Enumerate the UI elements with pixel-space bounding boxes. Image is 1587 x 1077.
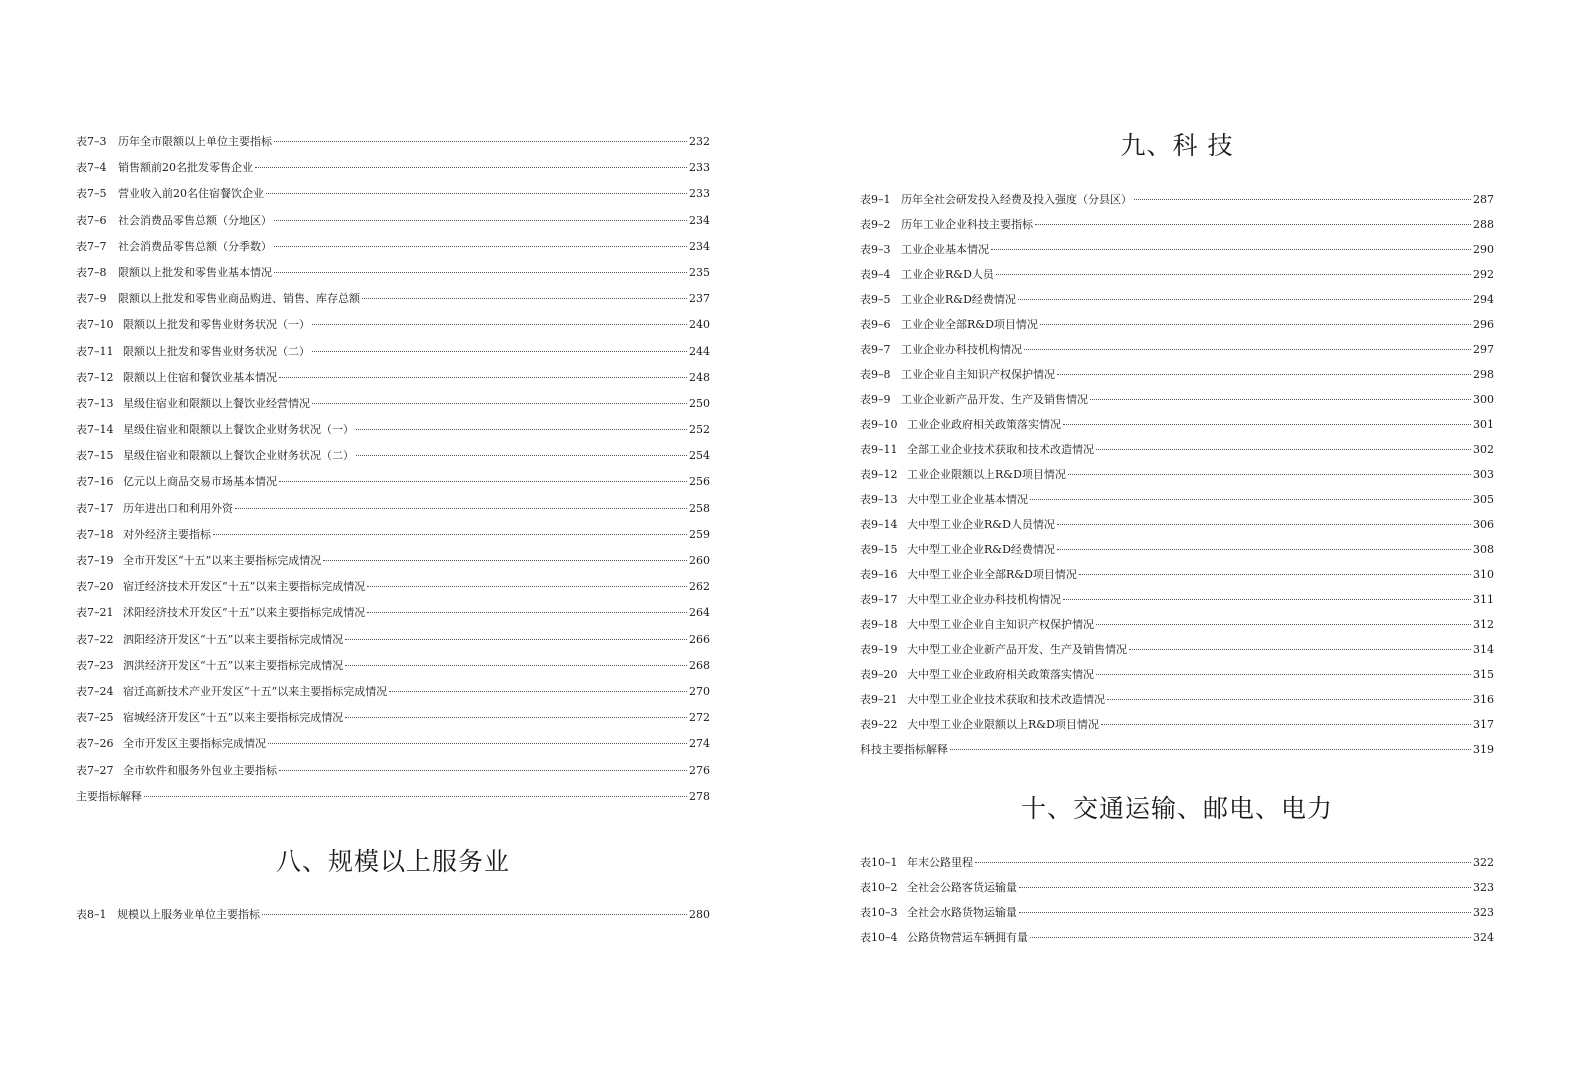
toc-entry[interactable] xyxy=(860,587,1494,612)
entry-title: 泗洪经济开发区“十五”以来主要指标完成情况 xyxy=(123,658,344,672)
page-number: 323 xyxy=(1473,906,1494,919)
dot-leader xyxy=(1079,574,1471,575)
entry-title: 星级住宿业和限额以上餐饮企业财务状况（一） xyxy=(123,423,354,437)
page-number: 266 xyxy=(689,632,710,646)
dot-leader xyxy=(255,167,687,168)
page-number: 298 xyxy=(1473,368,1494,381)
page-number: 324 xyxy=(1473,931,1494,944)
entry-title: 销售额前20名批发零售企业 xyxy=(118,161,253,175)
toc-section-9 xyxy=(860,187,1494,762)
page-number: 314 xyxy=(1473,643,1494,656)
dot-leader xyxy=(1057,524,1471,525)
toc-entry[interactable] xyxy=(76,312,710,338)
dot-leader xyxy=(345,665,687,666)
table-number: 表7–15 xyxy=(76,449,114,463)
table-number: 表9–18 xyxy=(860,618,898,631)
table-number: 表7–13 xyxy=(76,396,114,410)
toc-entry[interactable] xyxy=(860,562,1494,587)
entry-title: 规模以上服务业单位主要指标 xyxy=(117,907,260,921)
dot-leader xyxy=(1134,199,1471,200)
entry-title: 工业企业全部R&D项目情况 xyxy=(901,318,1038,331)
dot-leader xyxy=(1057,549,1471,550)
entry-title: 全部工业企业技术获取和技术改造情况 xyxy=(907,443,1094,456)
dot-leader xyxy=(1040,324,1471,325)
table-number: 表9–2 xyxy=(860,218,891,231)
entry-title: 工业企业限额以上R&D项目情况 xyxy=(907,468,1066,481)
toc-entry[interactable] xyxy=(860,900,1494,925)
page-number: 297 xyxy=(1473,343,1494,356)
entry-title: 大中型工业企业自主知识产权保护情况 xyxy=(907,618,1094,631)
toc-entry[interactable] xyxy=(76,155,710,181)
page-number: 276 xyxy=(689,763,710,777)
section-heading-8: 八、规模以上服务业 xyxy=(275,846,510,876)
page-number: 258 xyxy=(689,501,710,515)
toc-entry[interactable] xyxy=(76,627,710,653)
toc-entry[interactable] xyxy=(860,212,1494,237)
page-number: 290 xyxy=(1473,243,1494,256)
page-number: 252 xyxy=(689,423,710,437)
page-number: 300 xyxy=(1473,393,1494,406)
dot-leader xyxy=(279,770,687,771)
entry-title: 全市开发区“十五”以来主要指标完成情况 xyxy=(123,554,322,567)
page-number: 302 xyxy=(1473,443,1494,456)
dot-leader xyxy=(1063,424,1471,425)
table-number: 表7–4 xyxy=(76,161,107,175)
toc-entry[interactable] xyxy=(860,487,1494,512)
entry-title: 泗阳经济开发区“十五”以来主要指标完成情况 xyxy=(123,632,344,646)
dot-leader xyxy=(1129,649,1471,650)
dot-leader xyxy=(1030,499,1471,500)
page-number: 287 xyxy=(1473,193,1494,206)
table-number: 表10–3 xyxy=(860,906,898,919)
page-number: 232 xyxy=(689,135,710,148)
toc-entry[interactable] xyxy=(76,181,710,207)
toc-section-10 xyxy=(860,850,1494,950)
table-number: 表9–10 xyxy=(860,418,898,431)
dot-leader xyxy=(996,274,1471,275)
table-number: 表9–7 xyxy=(860,343,891,356)
entry-title: 全市开发区主要指标完成情况 xyxy=(123,737,266,751)
dot-leader xyxy=(1063,599,1471,600)
table-number: 表7–18 xyxy=(76,527,114,541)
page-number: 274 xyxy=(689,737,710,751)
page-number: 260 xyxy=(689,554,710,567)
toc-entry[interactable] xyxy=(76,574,710,600)
dot-leader xyxy=(1096,449,1471,450)
entry-title: 亿元以上商品交易市场基本情况 xyxy=(123,475,277,489)
entry-title: 营业收入前20名住宿餐饮企业 xyxy=(118,187,264,201)
table-number: 表9–21 xyxy=(860,693,898,706)
toc-entry[interactable] xyxy=(76,548,710,574)
table-number: 表8–1 xyxy=(76,907,107,921)
dot-leader xyxy=(1101,724,1471,725)
table-number: 表7–23 xyxy=(76,658,114,672)
section-heading-10: 十、交通运输、邮电、电力 xyxy=(1020,794,1333,823)
entry-title: 年末公路里程 xyxy=(907,856,973,869)
page-number: 311 xyxy=(1473,593,1494,606)
toc-entry[interactable] xyxy=(76,391,710,417)
entry-title: 大中型工业企业R&D经费情况 xyxy=(907,543,1055,556)
page-number: 310 xyxy=(1473,568,1494,581)
page-number: 312 xyxy=(1473,618,1494,631)
table-number: 表10–4 xyxy=(860,931,898,944)
entry-title: 社会消费品零售总额（分地区） xyxy=(118,213,272,227)
table-number: 表7–20 xyxy=(76,580,114,594)
entry-title: 公路货物营运车辆拥有量 xyxy=(907,931,1028,944)
page-number: 323 xyxy=(1473,881,1494,894)
toc-entry[interactable] xyxy=(76,522,710,548)
dot-leader xyxy=(1096,674,1471,675)
page-number: 248 xyxy=(689,370,710,384)
table-number: 表7–16 xyxy=(76,475,114,489)
table-number: 表7–26 xyxy=(76,737,114,751)
section-heading-9: 九、科 技 xyxy=(1120,131,1234,160)
page-number: 319 xyxy=(1473,743,1494,756)
page-number: 296 xyxy=(1473,318,1494,331)
table-number: 表7–10 xyxy=(76,318,114,332)
table-number: 表7–12 xyxy=(76,370,114,384)
page-number: 305 xyxy=(1473,493,1494,506)
table-number: 表7–24 xyxy=(76,684,114,698)
dot-leader xyxy=(274,141,687,142)
entry-title: 大中型工业企业新产品开发、生产及销售情况 xyxy=(907,643,1127,656)
table-number: 表9–3 xyxy=(860,243,891,256)
table-number: 表7–3 xyxy=(76,135,107,148)
entry-title: 宿城经济开发区“十五”以来主要指标完成情况 xyxy=(123,711,344,725)
table-number: 表7–11 xyxy=(76,344,114,358)
page-number: 256 xyxy=(689,475,710,489)
dot-leader xyxy=(345,717,687,718)
page-number: 303 xyxy=(1473,468,1494,481)
entry-title: 限额以上批发和零售业商品购进、销售、库存总额 xyxy=(118,292,360,306)
dot-leader xyxy=(1030,937,1471,938)
toc-entry[interactable] xyxy=(860,687,1494,712)
page-number: 322 xyxy=(1473,856,1494,869)
dot-leader xyxy=(1107,699,1471,700)
toc-entry[interactable] xyxy=(76,784,710,810)
entry-title: 大中型工业企业基本情况 xyxy=(907,493,1028,506)
dot-leader xyxy=(274,246,687,247)
table-number: 表7–27 xyxy=(76,763,114,777)
entry-title: 工业企业自主知识产权保护情况 xyxy=(901,368,1055,381)
dot-leader xyxy=(274,220,687,221)
entry-title: 工业企业基本情况 xyxy=(901,243,989,256)
dot-leader xyxy=(356,429,687,430)
table-number: 表7–9 xyxy=(76,292,107,306)
dot-leader xyxy=(312,324,687,325)
toc-entry[interactable] xyxy=(860,362,1494,387)
dot-leader xyxy=(991,249,1471,250)
toc-entry[interactable] xyxy=(860,662,1494,687)
table-number: 表7–14 xyxy=(76,423,114,437)
page-number: 250 xyxy=(689,396,710,410)
entry-title: 限额以上住宿和餐饮业基本情况 xyxy=(123,370,277,384)
entry-title: 社会消费品零售总额（分季数） xyxy=(118,239,272,253)
entry-title: 工业企业政府相关政策落实情况 xyxy=(907,418,1061,431)
toc-entry[interactable] xyxy=(860,612,1494,637)
entry-title: 科技主要指标解释 xyxy=(860,743,948,756)
entry-title: 沭阳经济技术开发区“十五”以来主要指标完成情况 xyxy=(123,606,366,620)
entry-title: 工业企业新产品开发、生产及销售情况 xyxy=(901,393,1088,406)
toc-section-8 xyxy=(76,902,710,928)
table-number: 表7–19 xyxy=(76,554,114,567)
toc-entry[interactable] xyxy=(76,365,710,391)
table-number: 表9–16 xyxy=(860,568,898,581)
dot-leader xyxy=(367,612,687,613)
page-number: 233 xyxy=(689,187,710,201)
dot-leader xyxy=(144,796,687,797)
entry-title: 限额以上批发和零售业财务状况（一） xyxy=(123,318,310,332)
table-number: 表7–21 xyxy=(76,606,114,620)
entry-title: 大中型工业企业技术获取和技术改造情况 xyxy=(907,693,1105,706)
entry-title: 大中型工业企业政府相关政策落实情况 xyxy=(907,668,1094,681)
table-number: 表9–22 xyxy=(860,718,898,731)
toc-entry[interactable] xyxy=(860,637,1494,662)
table-number: 表7–8 xyxy=(76,265,107,279)
dot-leader xyxy=(1068,474,1471,475)
page-number: 235 xyxy=(689,265,710,279)
dot-leader xyxy=(1035,224,1471,225)
page-number: 280 xyxy=(689,907,710,921)
dot-leader xyxy=(1057,374,1471,375)
dot-leader xyxy=(345,639,687,640)
table-number: 表9–12 xyxy=(860,468,898,481)
dot-leader xyxy=(262,914,687,915)
toc-entry[interactable] xyxy=(76,902,710,928)
dot-leader xyxy=(279,481,687,482)
page-number: 315 xyxy=(1473,668,1494,681)
table-number: 表9–19 xyxy=(860,643,898,656)
page-number: 278 xyxy=(689,789,710,803)
dot-leader xyxy=(235,508,687,509)
dot-leader xyxy=(1019,887,1471,888)
toc-entry[interactable] xyxy=(860,537,1494,562)
entry-title: 星级住宿业和限额以上餐饮业经营情况 xyxy=(123,396,310,410)
entry-title: 大中型工业企业限额以上R&D项目情况 xyxy=(907,718,1099,731)
dot-leader xyxy=(312,403,687,404)
page-number: 233 xyxy=(689,161,710,175)
dot-leader xyxy=(213,534,687,535)
toc-entry[interactable] xyxy=(860,337,1494,362)
toc-entry[interactable] xyxy=(76,496,710,522)
toc-entry[interactable] xyxy=(76,234,710,260)
entry-title: 对外经济主要指标 xyxy=(123,527,211,541)
dot-leader xyxy=(312,351,687,352)
table-number: 表9–11 xyxy=(860,443,898,456)
table-number: 表10–2 xyxy=(860,881,898,894)
toc-entry[interactable] xyxy=(76,705,710,731)
toc-entry[interactable] xyxy=(860,237,1494,262)
page-number: 240 xyxy=(689,318,710,332)
page-number: 301 xyxy=(1473,418,1494,431)
toc-entry[interactable] xyxy=(860,512,1494,537)
toc-entry[interactable] xyxy=(860,412,1494,437)
toc-entry[interactable] xyxy=(860,387,1494,412)
toc-entry[interactable] xyxy=(76,653,710,679)
toc-entry[interactable] xyxy=(76,469,710,495)
table-number: 表7–7 xyxy=(76,239,107,253)
page-number: 264 xyxy=(689,606,710,620)
toc-entry[interactable] xyxy=(860,712,1494,737)
left-page xyxy=(76,129,710,928)
dot-leader xyxy=(975,862,1471,863)
page-number: 244 xyxy=(689,344,710,358)
dot-leader xyxy=(323,560,687,561)
entry-title: 宿迁经济技术开发区“十五”以来主要指标完成情况 xyxy=(123,580,366,594)
toc-entry[interactable] xyxy=(860,187,1494,212)
toc-entry[interactable] xyxy=(76,208,710,234)
entry-title: 限额以上批发和零售业财务状况（二） xyxy=(123,344,310,358)
page-number: 272 xyxy=(689,711,710,725)
table-number: 表9–8 xyxy=(860,368,891,381)
table-number: 表9–13 xyxy=(860,493,898,506)
toc-entry[interactable] xyxy=(860,737,1494,762)
right-page xyxy=(860,129,1494,950)
toc-section-7 xyxy=(76,129,710,810)
entry-title: 大中型工业企业R&D人员情况 xyxy=(907,518,1055,531)
dot-leader xyxy=(1096,624,1471,625)
entry-title: 大中型工业企业办科技机构情况 xyxy=(907,593,1061,606)
table-number: 表9–20 xyxy=(860,668,898,681)
entry-title: 工业企业R&D经费情况 xyxy=(901,293,1016,306)
toc-entry[interactable] xyxy=(860,312,1494,337)
entry-title: 限额以上批发和零售业基本情况 xyxy=(118,265,272,279)
page-number: 288 xyxy=(1473,218,1494,231)
table-number: 表9–4 xyxy=(860,268,891,281)
entry-title: 历年工业企业科技主要指标 xyxy=(901,218,1033,231)
toc-entry[interactable] xyxy=(860,287,1494,312)
toc-entry[interactable] xyxy=(76,339,710,365)
table-number: 表9–5 xyxy=(860,293,891,306)
entry-title: 主要指标解释 xyxy=(76,789,142,803)
entry-title: 星级住宿业和限额以上餐饮企业财务状况（二） xyxy=(123,449,354,463)
dot-leader xyxy=(367,586,687,587)
page-number: 268 xyxy=(689,658,710,672)
toc-entry[interactable] xyxy=(860,462,1494,487)
toc-entry[interactable] xyxy=(860,875,1494,900)
toc-entry[interactable] xyxy=(76,758,710,784)
entry-title: 历年全市限额以上单位主要指标 xyxy=(118,135,272,148)
table-number: 表9–14 xyxy=(860,518,898,531)
entry-title: 全社会公路客货运输量 xyxy=(907,881,1017,894)
table-number: 表7–5 xyxy=(76,187,107,201)
dot-leader xyxy=(279,377,687,378)
entry-title: 全市软件和服务外包业主要指标 xyxy=(123,763,277,777)
page-number: 308 xyxy=(1473,543,1494,556)
dot-leader xyxy=(274,272,687,273)
page-number: 306 xyxy=(1473,518,1494,531)
toc-entry[interactable] xyxy=(76,286,710,312)
dot-leader xyxy=(266,193,687,194)
page-number: 237 xyxy=(689,292,710,306)
table-number: 表10–1 xyxy=(860,856,898,869)
table-number: 表9–15 xyxy=(860,543,898,556)
dot-leader xyxy=(950,749,1471,750)
entry-title: 全社会水路货物运输量 xyxy=(907,906,1017,919)
toc-entry[interactable] xyxy=(76,129,710,155)
toc-entry[interactable] xyxy=(76,679,710,705)
page-number: 316 xyxy=(1473,693,1494,706)
page-number: 262 xyxy=(689,580,710,594)
toc-entry[interactable] xyxy=(76,731,710,757)
page-number: 270 xyxy=(689,684,710,698)
dot-leader xyxy=(1024,349,1471,350)
dot-leader xyxy=(389,691,687,692)
table-number: 表7–25 xyxy=(76,711,114,725)
dot-leader xyxy=(1018,299,1471,300)
table-number: 表7–22 xyxy=(76,632,114,646)
toc-entry[interactable] xyxy=(76,260,710,286)
toc-entry[interactable] xyxy=(76,417,710,443)
toc-entry[interactable] xyxy=(860,925,1494,950)
page-number: 234 xyxy=(689,213,710,227)
dot-leader xyxy=(362,298,687,299)
entry-title: 历年进出口和利用外资 xyxy=(123,501,233,515)
page-number: 294 xyxy=(1473,293,1494,306)
page-number: 292 xyxy=(1473,268,1494,281)
toc-entry[interactable] xyxy=(76,443,710,469)
dot-leader xyxy=(356,455,687,456)
table-number: 表7–17 xyxy=(76,501,114,515)
toc-entry[interactable] xyxy=(860,437,1494,462)
dot-leader xyxy=(268,743,687,744)
toc-entry[interactable] xyxy=(860,262,1494,287)
toc-entry[interactable] xyxy=(76,600,710,626)
table-number: 表9–6 xyxy=(860,318,891,331)
page-number: 317 xyxy=(1473,718,1494,731)
page-number: 234 xyxy=(689,239,710,253)
entry-title: 工业企业办科技机构情况 xyxy=(901,343,1022,356)
table-number: 表9–9 xyxy=(860,393,891,406)
table-number: 表9–17 xyxy=(860,593,898,606)
entry-title: 历年全社会研发投入经费及投入强度（分县区） xyxy=(901,193,1132,206)
entry-title: 大中型工业企业全部R&D项目情况 xyxy=(907,568,1077,581)
table-number: 表9–1 xyxy=(860,193,891,206)
dot-leader xyxy=(1019,912,1471,913)
page-number: 254 xyxy=(689,449,710,463)
toc-entry[interactable] xyxy=(860,850,1494,875)
page-number: 259 xyxy=(689,527,710,541)
table-number: 表7–6 xyxy=(76,213,107,227)
entry-title: 宿迁高新技术产业开发区“十五”以来主要指标完成情况 xyxy=(123,684,388,698)
entry-title: 工业企业R&D人员 xyxy=(901,268,994,281)
dot-leader xyxy=(1090,399,1471,400)
